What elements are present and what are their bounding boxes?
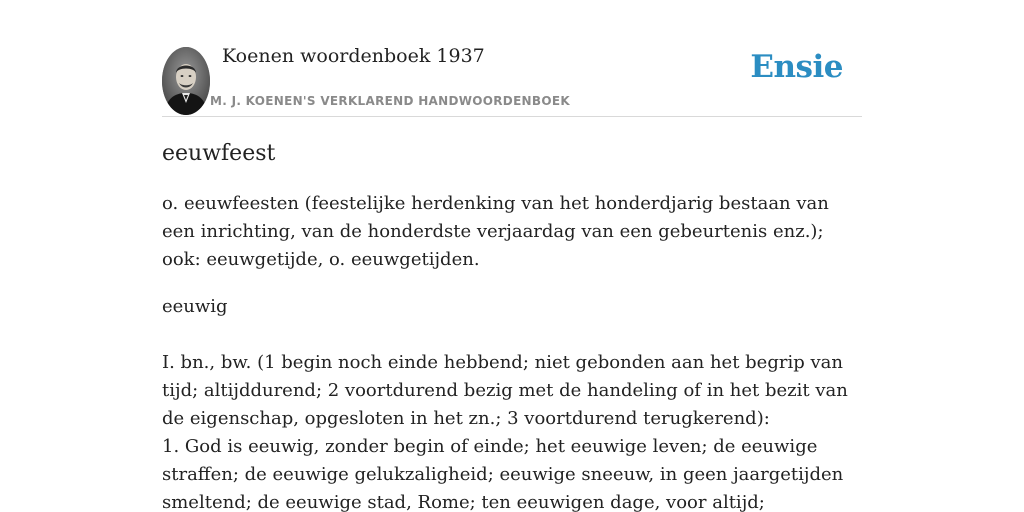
entry-content xyxy=(162,138,866,512)
author-portrait xyxy=(162,47,210,115)
entry-headword-secondary: eeuwig xyxy=(162,296,228,317)
site-title[interactable]: Koenen woordenboek 1937 xyxy=(222,45,485,67)
entry-definition: o. eeuwfeesten (feestelijke herdenking van het honderdjarig bestaan van een inrichting, van de honderdste verjaardag van een gebeurtenis enz.); ook: eeuwgetijde, o. eeuwgetijden. xyxy=(162,193,829,270)
site-subtitle: M. J. KOENEN'S VERKLAREND HANDWOORDENBOEK xyxy=(210,94,570,108)
site-header xyxy=(162,40,862,117)
entry-definition-part: I. bn., bw. (1 begin noch einde hebbend; niet gebonden aan het begrip van tijd; altijddurend; 2 voortdurend bezig met de handeling of in het bezit van de eigenschap, opgesloten in het zn.; 3 voortdurend terugkerend): xyxy=(162,352,848,429)
entry-definition-part: 1. God is eeuwig, zonder begin of einde; het eeuwige leven; de eeuwige straffen; de eeuwige gelukzaligheid; eeuwige sneeuw, in geen jaargetijden smeltend; de eeuwige stad, Rome; ten eeuwigen dage, voor altijd; xyxy=(162,436,844,512)
portrait-image xyxy=(162,47,210,115)
brand-logo-link[interactable]: Ensie xyxy=(750,49,843,85)
entry-headword: eeuwfeest xyxy=(162,141,276,166)
